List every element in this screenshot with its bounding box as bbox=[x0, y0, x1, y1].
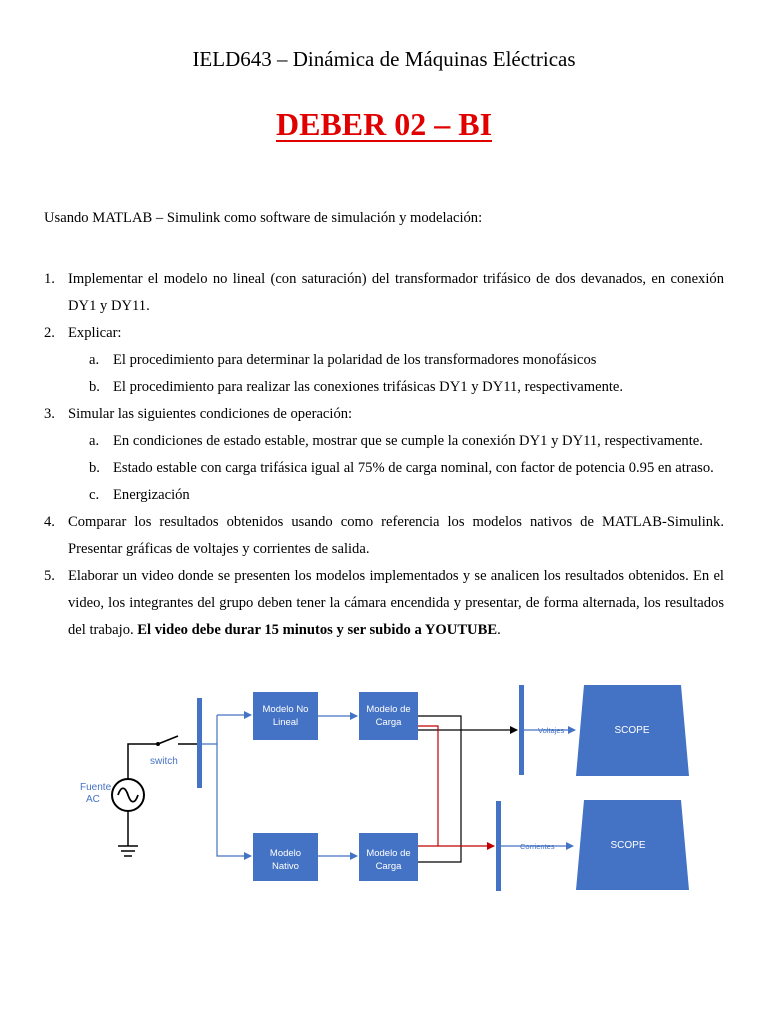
native-label-line1: Modelo bbox=[269, 848, 302, 859]
item-text: Comparar los resultados obtenidos usando como referencia los modelos nativos de MATLAB-Simulink. Presentar gráficas de voltajes y corrientes de salida. bbox=[68, 514, 724, 557]
ground-icon bbox=[118, 811, 138, 856]
load-top-label-line1: Modelo de bbox=[366, 704, 411, 715]
list-item-5 bbox=[44, 563, 724, 644]
scope-voltage-label: SCOPE bbox=[614, 725, 650, 736]
item-number: 4. bbox=[44, 514, 55, 530]
input-bus-bar bbox=[197, 698, 202, 788]
simulation-diagram bbox=[0, 660, 768, 900]
sub-item-2a bbox=[44, 347, 724, 374]
source-label-line1: Fuente bbox=[80, 782, 112, 793]
item-number: 3. bbox=[44, 406, 55, 422]
item-bold-text: El video debe durar 15 minutos y ser subido a YOUTUBE bbox=[137, 622, 498, 638]
list-item-4 bbox=[44, 509, 724, 563]
sub-item-letter: a. bbox=[89, 352, 100, 368]
sub-item-letter: b. bbox=[89, 460, 100, 476]
list-item-2 bbox=[44, 320, 724, 347]
item-text: Simular las siguientes condiciones de operación: bbox=[68, 406, 353, 422]
source-label-line2: AC bbox=[86, 794, 100, 805]
voltage-wire-bottom bbox=[418, 730, 461, 862]
item-number: 1. bbox=[44, 271, 55, 287]
load-bottom-label-line2: Carga bbox=[375, 861, 402, 872]
sub-item-text: Estado estable con carga trifásica igual al 75% de carga nominal, con factor de potencia 0.95 en atraso. bbox=[113, 460, 714, 476]
current-bus-bar bbox=[496, 801, 501, 891]
voltage-signal-label: Voltajes bbox=[538, 726, 565, 735]
item-text: Elaborar un video donde se presenten los modelos implementados y se analicen los resultados obtenidos. En el video, los integrantes del grupo deben tener la cámara encendida y presentar, de forma alternada, los resultados del trabajo. bbox=[68, 568, 724, 638]
current-signal-label: Corrientes bbox=[520, 842, 555, 851]
sub-item-3a bbox=[44, 428, 724, 455]
item-number: 2. bbox=[44, 325, 55, 341]
item-text: Explicar: bbox=[68, 325, 122, 341]
nonlinear-model-block bbox=[253, 692, 318, 740]
switch-symbol bbox=[156, 736, 198, 746]
load-top-label-line2: Carga bbox=[375, 717, 402, 728]
sub-item-text: El procedimiento para determinar la polaridad de los transformadores monofásicos bbox=[113, 352, 597, 368]
native-label-line2: Nativo bbox=[272, 861, 299, 872]
assignment-title: DEBER 02 – BI bbox=[275, 106, 493, 142]
sub-item-3c bbox=[44, 482, 724, 509]
load-model-block-top bbox=[359, 692, 418, 740]
list-item-1 bbox=[44, 266, 724, 320]
voltage-bus-bar bbox=[519, 685, 524, 775]
sub-item-letter: c. bbox=[89, 487, 100, 503]
item-text: Implementar el modelo no lineal (con saturación) del transformador trifásico de dos devanados, en conexión DY1 y DY11. bbox=[68, 271, 724, 314]
switch-label: switch bbox=[150, 756, 178, 767]
task-list bbox=[44, 266, 724, 644]
sub-item-2b bbox=[44, 374, 724, 401]
item-number: 5. bbox=[44, 568, 55, 584]
list-item-3 bbox=[44, 401, 724, 428]
course-title: IELD643 – Dinámica de Máquinas Eléctricas bbox=[192, 47, 576, 71]
sub-item-text: Energización bbox=[113, 487, 190, 503]
scope-current-label: SCOPE bbox=[610, 840, 646, 851]
sub-item-text: En condiciones de estado estable, mostrar que se cumple la conexión DY1 y DY11, respectivamente. bbox=[113, 433, 703, 449]
ac-source-symbol bbox=[112, 779, 144, 811]
current-wire-top bbox=[418, 726, 488, 846]
bus-to-models-wire bbox=[202, 715, 217, 744]
nonlinear-label-line1: Modelo No bbox=[262, 704, 309, 715]
sub-item-letter: b. bbox=[89, 379, 100, 395]
sub-item-3b bbox=[44, 455, 724, 482]
nonlinear-label-line2: Lineal bbox=[272, 717, 299, 728]
load-bottom-label-line1: Modelo de bbox=[366, 848, 411, 859]
item-tail-text: . bbox=[497, 622, 501, 638]
sub-item-text: El procedimiento para realizar las conexiones trifásicas DY1 y DY11, respectivamente. bbox=[113, 379, 624, 395]
bus-to-native-arrow bbox=[217, 744, 251, 856]
intro-paragraph: Usando MATLAB – Simulink como software de simulación y modelación: bbox=[44, 210, 483, 226]
voltage-wire-top bbox=[418, 716, 461, 730]
sub-item-letter: a. bbox=[89, 433, 100, 449]
